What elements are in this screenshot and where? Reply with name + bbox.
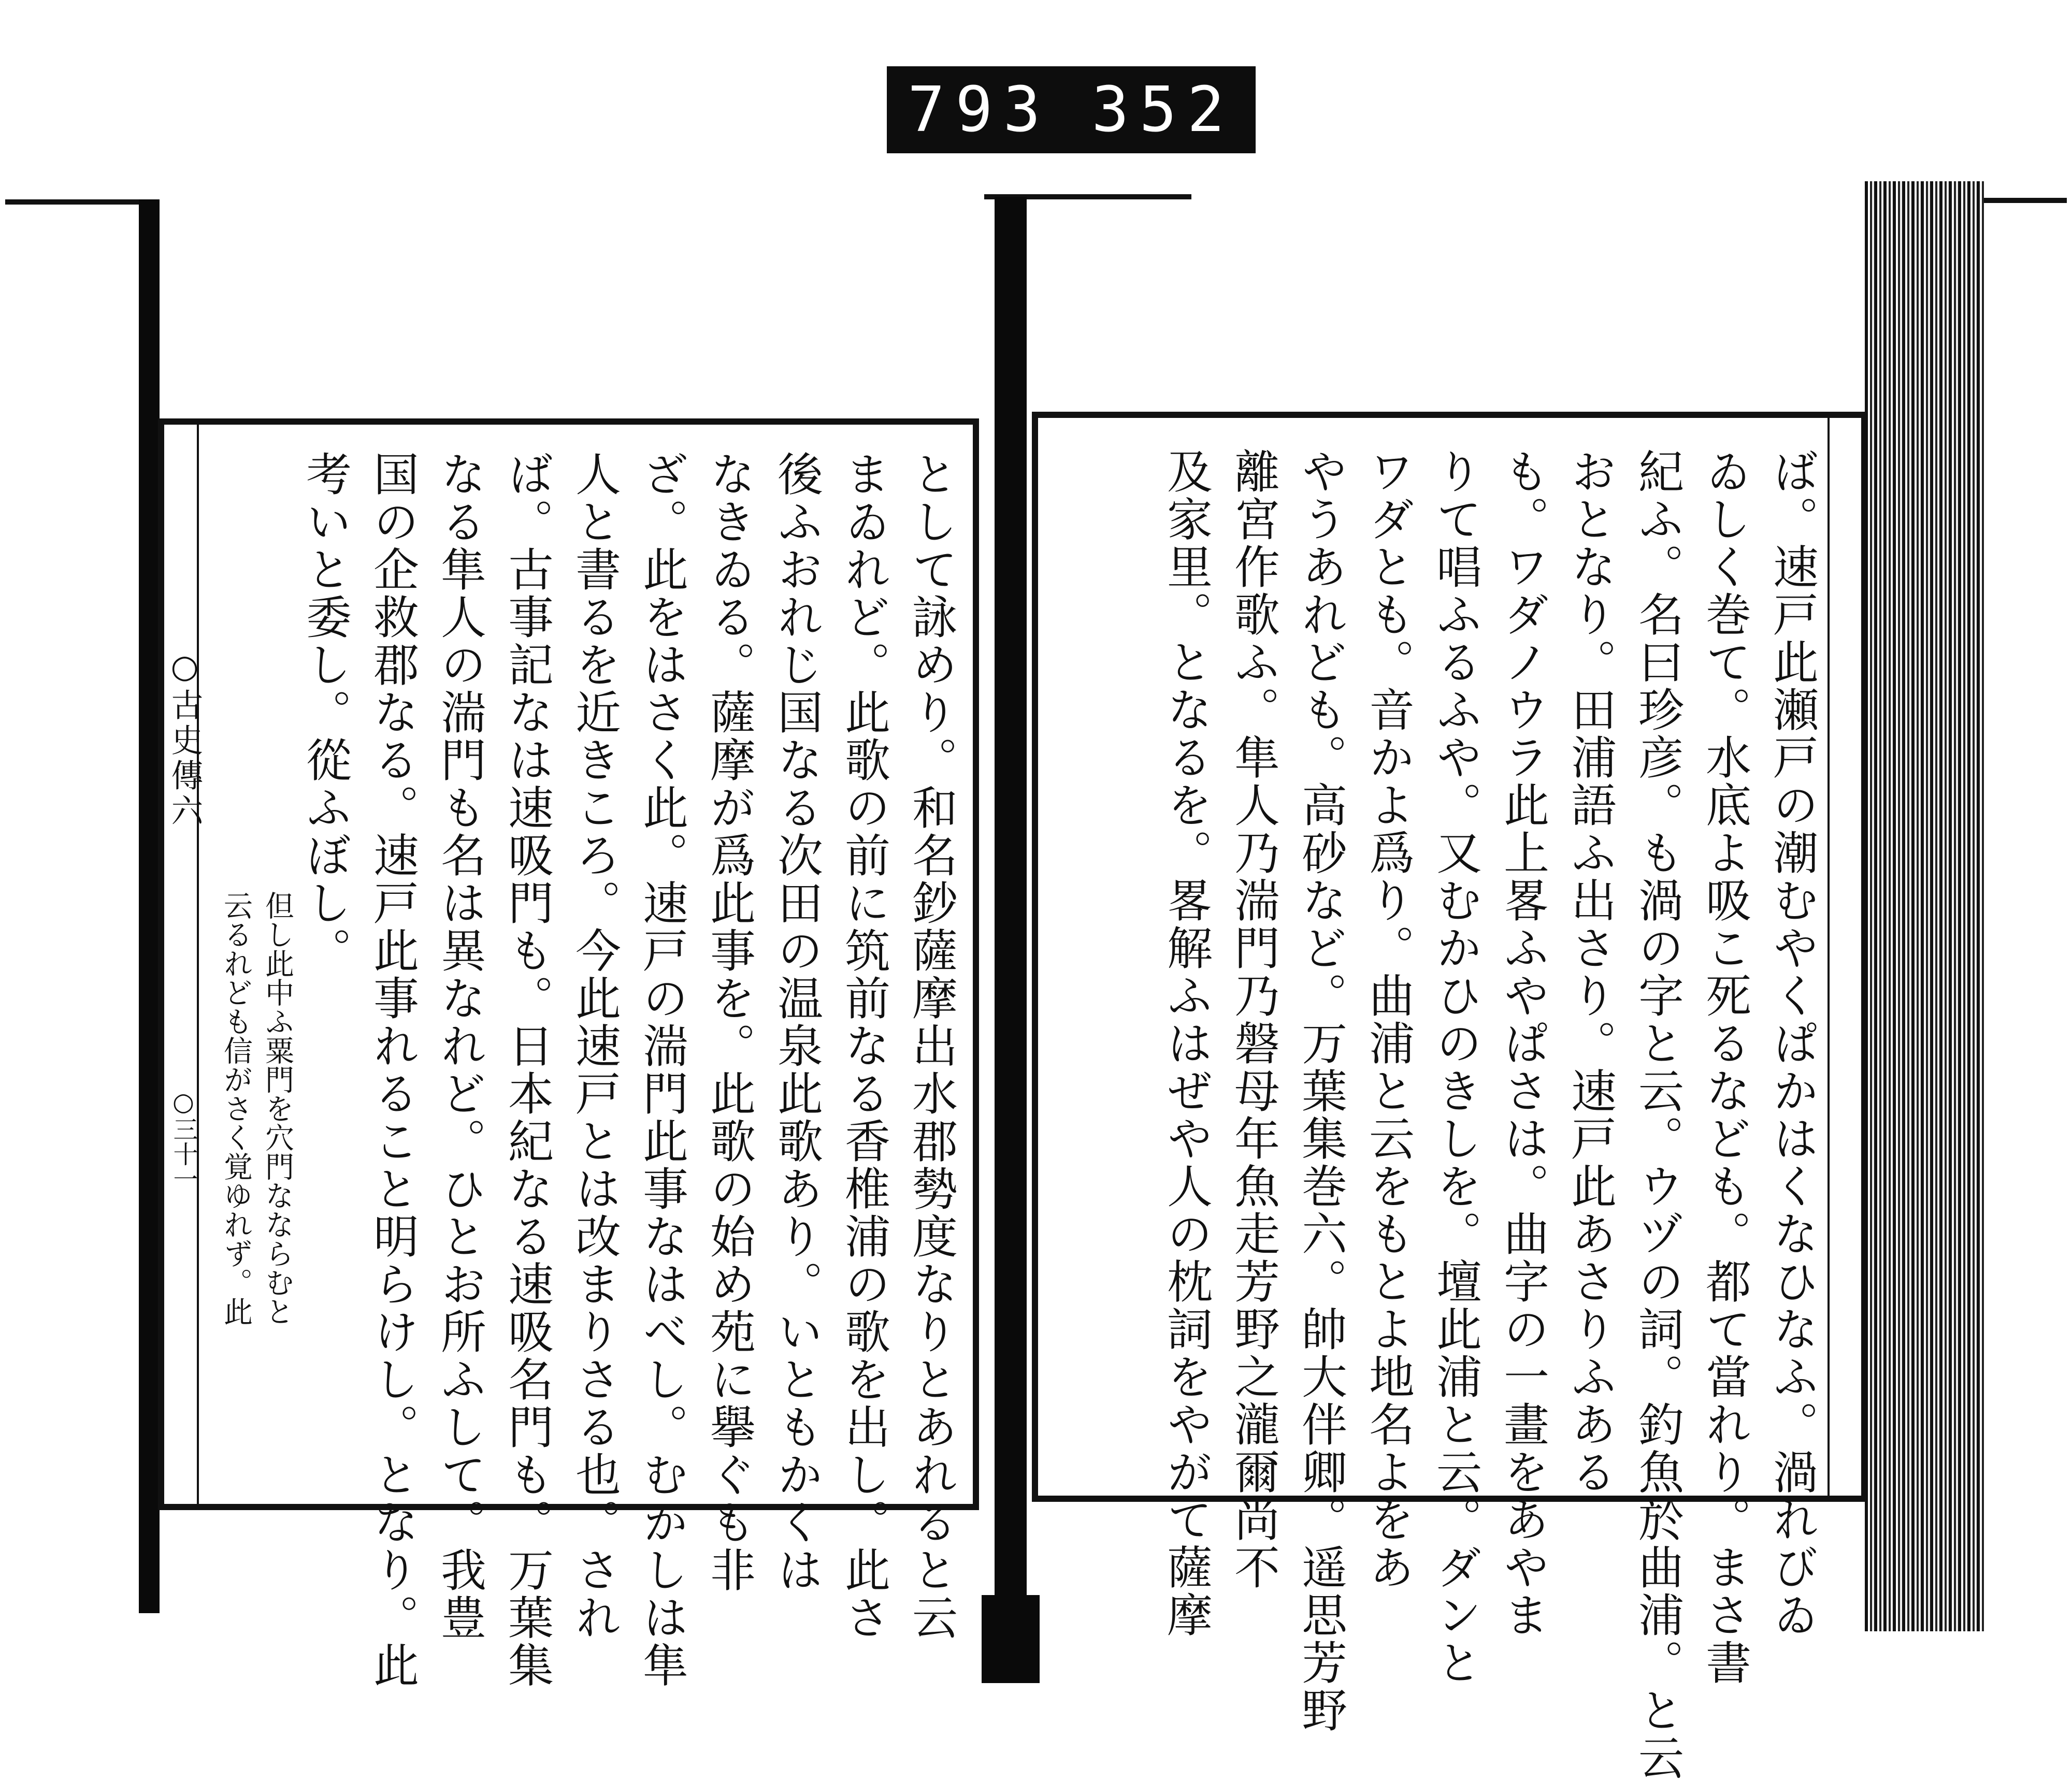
right-text-col-1: ば。速戸此瀬戸の潮むやくぱかはくなひなふ。渦れびゐ	[1766, 448, 1819, 1639]
right-text-col-2: ゐしく巻て。水底よ吸こ死るなども。都て當れり。まさ書	[1699, 448, 1752, 1687]
top-rule-left	[5, 199, 155, 205]
left-text-col-1: として詠めり。和名鈔薩摩出水郡勢度なりとあれると云	[905, 451, 958, 1642]
right-text-col-10: 及家里。となるを。畧解ふはぜや人の枕詞をやがて薩摩	[1160, 448, 1213, 1639]
left-note-line-2: 云るれども信がさく覚ゆれず。此	[219, 891, 253, 1326]
right-text-col-3: 紀ふ。名曰珍彦。も渦の字と云。ウヅの詞。釣魚於曲浦。と云	[1631, 448, 1685, 1782]
running-title: ○古史傳六	[166, 647, 204, 829]
right-text-col-8: やうあれども。高砂など。万葉集巻六。帥大伴卿。遥思芳野	[1294, 448, 1348, 1734]
center-spine-foot	[982, 1595, 1040, 1683]
scan-id-right: 352	[1091, 74, 1235, 146]
left-text-col-4: なきゐる。薩摩が爲此事を。此歌の始め苑に擧ぐも非	[703, 451, 756, 1594]
left-text-col-8: なる隼人の湍門も名は異なれど。ひとお所ふして。我豊	[434, 451, 487, 1642]
center-spine-bar	[995, 197, 1027, 1678]
left-frame-rule	[197, 424, 199, 1505]
left-text-col-9: 国の企救郡なる。速戸此事れること明らけし。となり。此	[366, 451, 420, 1689]
left-text-col-6: 人と書るを近きころ。今此速戸とは改まりさる也。され	[568, 451, 622, 1642]
right-text-col-6: りて唱ふるふや。又むかひのきしを。壇此浦と云。ダンと	[1429, 448, 1483, 1687]
left-text-col-5: ざ。此をはさく此。速戸の湍門此事なはべし。むかしは隼	[636, 451, 689, 1689]
left-note-line-1: 但し此中ふ粟門を穴門なならむと	[261, 891, 294, 1326]
right-text-col-7: ワダとも。音かよ爲り。曲浦と云をもとよ地名よをあ	[1362, 448, 1415, 1591]
left-text-col-3: 後ふおれじ国なる次田の温泉此歌あり。いともかくは	[770, 451, 824, 1594]
left-text-col-10: 考いと委し。從ふぼし。	[299, 451, 352, 975]
left-text-col-2: まゐれど。此歌の前に筑前なる香椎浦の歌を出し。此さ	[838, 451, 891, 1642]
scan-id-left: 793	[908, 74, 1051, 146]
right-text-col-9: 離宮作歌ふ。隼人乃湍門乃磐母年魚走芳野之瀧爾尚不	[1227, 448, 1280, 1591]
right-frame-rule	[1828, 417, 1830, 1497]
right-text-col-4: おとなり。田浦語ふ出さり。速戸此あさりふある	[1564, 448, 1617, 1496]
scan-id-label	[887, 66, 1256, 153]
left-text-col-7: ば。古事記なは速吸門も。日本紀なる速吸名門も。万葉集	[501, 451, 554, 1689]
book-page-edges	[1865, 181, 1984, 1631]
right-text-col-5: も。ワダノウラ此上畧ふやぱさは。曲字の一畫をあやま	[1497, 448, 1550, 1639]
page-number: ○三十一	[169, 1088, 198, 1191]
left-spine-bar	[139, 199, 160, 1613]
